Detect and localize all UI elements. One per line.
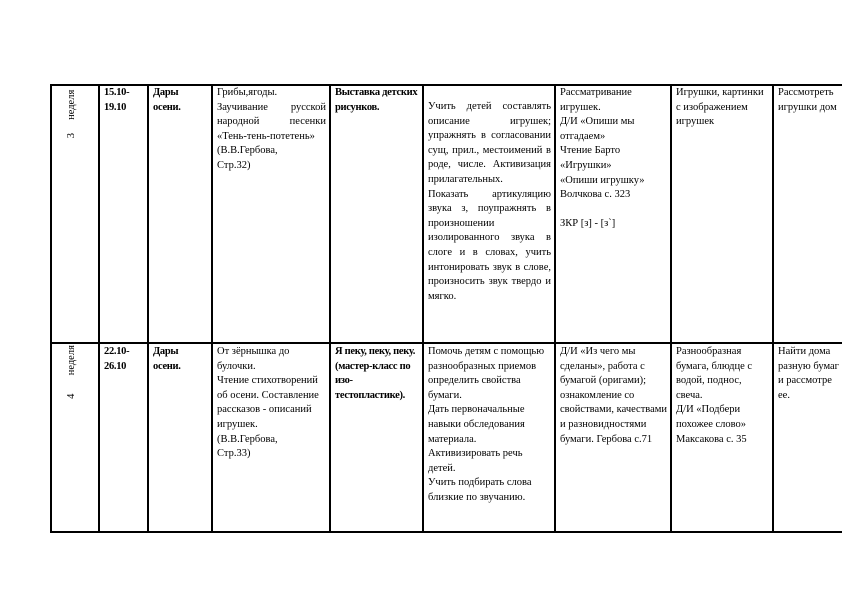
- content-cell: Грибы,ягоды. Заучивание русской народной песенки «Тень-тень-потетень» (В.В.Гербова, Стр.32): [217, 87, 326, 171]
- table-bottom-border: [50, 531, 842, 533]
- content-cell: От зёрнышка до булочки. Чтение стихотворений об осени. Составление рассказов - описаний игрушек. (В.В.Гербова, Стр.33): [217, 346, 319, 460]
- column-divider: [772, 84, 774, 533]
- theme-cell: Дары осени.: [153, 87, 181, 113]
- row-divider: [50, 342, 842, 344]
- activities-cell: Д/И «Из чего мы сделаны», работа с бумагой (оригами); ознакомление со свойствами, качествами и разновидностями бумаги. Гербова с.71: [560, 346, 668, 445]
- week-word: неделя: [66, 89, 77, 120]
- goals-cell: Учить детей составлять описание игрушек; упражнять в согласовании сущ, прил., местоимений в роде, числе. Активизация прилагательных. Показать артикуляцию звука з, поупражнять в произношении изолированного звука в слоге и в словах, учить интонировать звук в слове, произносить звук твердо и мягко.: [428, 101, 551, 302]
- dates-cell: 22.10- 26.10: [104, 346, 130, 372]
- column-divider: [98, 84, 100, 533]
- week-label: [66, 312, 82, 432]
- week-number: 4: [66, 393, 77, 399]
- column-divider: [422, 84, 424, 533]
- table-left-border: [50, 84, 52, 533]
- family-cell: Рассмотреть игрушки дом: [778, 87, 837, 113]
- goals-cell: Помочь детям с помощью разнообразных приемов определить свойства бумаги. Дать первоначальные навыки обследования материала. Активизировать речь детей. Учить подбирать слова близкие по звучанию.: [428, 346, 545, 503]
- week-word: неделя: [66, 345, 77, 376]
- event-cell: Выставка детских рисунков.: [335, 87, 418, 113]
- column-divider: [329, 84, 331, 533]
- dates-cell: 15.10- 19.10: [104, 87, 130, 113]
- column-divider: [147, 84, 149, 533]
- materials-cell: Разнообразная бумага, блюдце с водой, поднос, свеча. Д/И «Подбери похожее слово» Максакова с. 35: [676, 346, 753, 445]
- event-cell: Я пеку, пеку, пеку. (мастер-класс по изо- тестопластике).: [335, 346, 416, 401]
- column-divider: [670, 84, 672, 533]
- activities-cell: Рассматривание игрушек. Д/И «Опиши мы отгадаем» Чтение Барто «Игрушки» «Опиши игрушку» Волчкова с. 323 ЗКР [з] - [з`]: [560, 87, 645, 230]
- materials-cell: Игрушки, картинки с изображением игрушек: [676, 87, 764, 128]
- week-label: [66, 54, 82, 174]
- week-number: 3: [66, 133, 77, 139]
- theme-cell: Дары осени.: [153, 346, 181, 372]
- column-divider: [554, 84, 556, 533]
- column-divider: [211, 84, 213, 533]
- family-cell: Найти дома разную бумаг и рассмотре ее.: [778, 346, 839, 401]
